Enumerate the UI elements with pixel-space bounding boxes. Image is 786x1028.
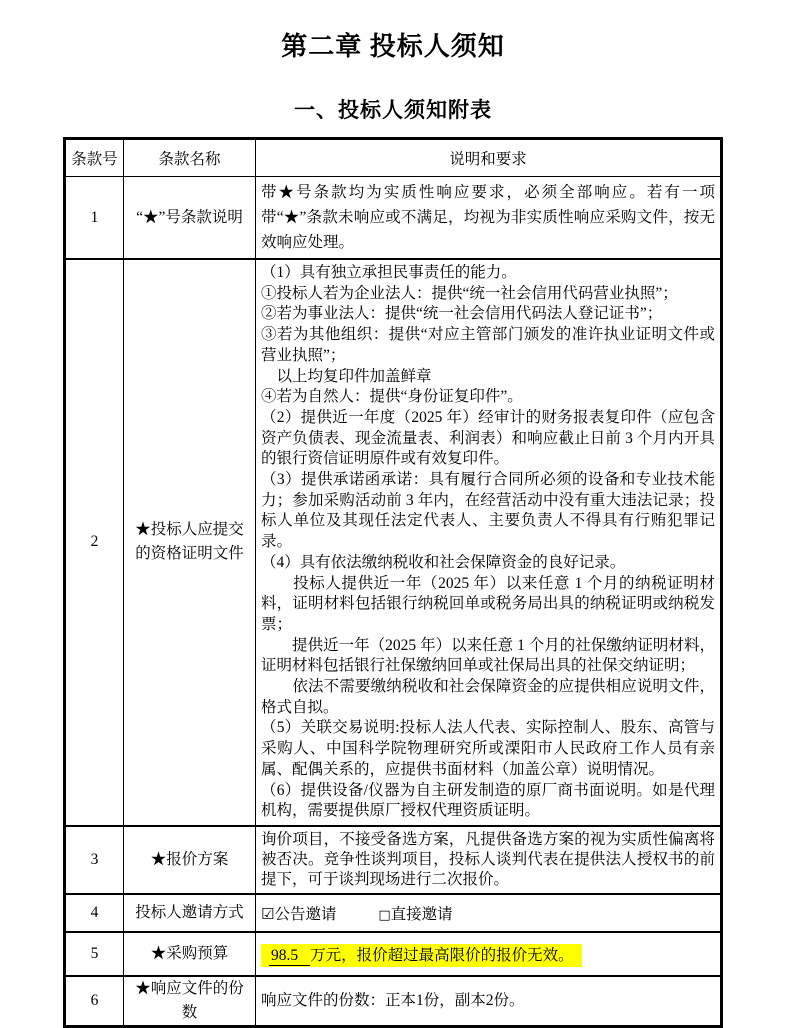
table-row-star-clause <box>65 177 722 260</box>
clause-no: 4 <box>65 894 124 932</box>
header-clause-name: 条款名称 <box>124 139 256 177</box>
qualification-item: （5）关联交易说明:投标人法人代表、实际控制人、股东、高管与采购人、中国科学院物理研究所或溧阳市人民政府工作人员有亲属、配偶关系的，应提供书面材料（加盖公章）说明情况。 <box>261 719 715 778</box>
qualification-item: （4）具有依法缴纳税收和社会保障资金的良好记录。 <box>261 553 626 571</box>
qualification-item: （3）提供承诺函承诺：具有履行合同所必须的设备和专业技术能力；参加采购活动前 3 年内，在经营活动中没有重大违法记录；投标人单位及其现任法定代表人、主要负责人不得具有行贿犯罪记录。 <box>261 471 715 551</box>
qualification-item: 投标人提供近一年（2025 年）以来任意 1 个月的纳税证明材料，证明材料包括银行纳税回单或税务局出具的纳税证明或纳税发票； <box>261 574 715 633</box>
section-title: 一、投标人须知附表 <box>294 98 492 122</box>
header-clause-no: 条款号 <box>65 139 124 177</box>
clause-no: 1 <box>65 177 124 260</box>
qualification-item: ①投标人若为企业法人：提供“统一社会信用代码营业执照”； <box>261 284 678 302</box>
table-row-quote-plan <box>65 826 722 894</box>
clause-name: 投标人邀请方式 <box>124 894 256 932</box>
clause-name: ★采购预算 <box>124 932 256 976</box>
table-row-budget <box>65 932 722 976</box>
clause-no: 3 <box>65 826 124 894</box>
clause-description: 带★号条款均为实质性响应要求，必须全部响应。若有一项带“★”条款未响应或不满足，均视为非实质性响应采购文件，按无效响应处理。 <box>261 184 715 251</box>
qualification-item: 提供近一年（2025 年）以来任意 1 个月的社保缴纳证明材料，证明材料包括银行社保缴纳回单或社保局出具的社保交纳证明； <box>261 636 715 675</box>
budget-highlight <box>261 944 582 967</box>
header-description: 说明和要求 <box>256 139 722 177</box>
clause-no: 6 <box>65 976 124 1027</box>
qualification-item: ③若为其他组织：提供“对应主管部门颁发的准许执业证明文件或营业执照”； <box>261 326 715 364</box>
clause-description: 响应文件的份数：正本1份，副本2份。 <box>261 991 525 1009</box>
clause-description: 询价项目，不接受备选方案，凡提供备选方案的视为实质性偏离将被否决。竞争性谈判项目，投标人谈判代表在提供法人授权书的前提下，可于谈判现场进行二次报价。 <box>261 830 715 888</box>
option-direct-invitation <box>378 906 452 923</box>
qualification-item: （6）提供设备/仪器为自主研发制造的原厂商书面说明。如是代理机构，需要提供原厂授权代理资质证明。 <box>261 781 715 820</box>
option-label: 公告邀请 <box>274 905 337 923</box>
chapter-title: 第二章 投标人须知 <box>281 32 505 61</box>
option-public-invitation <box>261 906 336 923</box>
qualification-item: ④若为自然人：提供“身份证复印件”。 <box>261 388 523 406</box>
qualification-item: 依法不需要缴纳税收和社会保障资金的应提供相应说明文件，格式自拟。 <box>261 678 715 716</box>
table-row-response-copies <box>65 976 722 1027</box>
budget-text: 万元，报价超过最高限价的报价无效。 <box>310 946 574 964</box>
qualification-item: 以上均复印件加盖鲜章 <box>261 367 432 385</box>
table-row-qualification-documents <box>65 259 722 826</box>
clause-name: ★投标人应提交的资格证明文件 <box>124 259 256 826</box>
checkbox-unchecked-icon: □ <box>378 907 391 923</box>
clause-name: ★报价方案 <box>124 826 256 894</box>
bidder-notice-table <box>63 137 723 1028</box>
qualification-item: ②若为事业法人：提供“统一社会信用代码法人登记证书”； <box>261 305 663 323</box>
clause-no: 2 <box>65 259 124 826</box>
clause-no: 5 <box>65 932 124 976</box>
qualification-item: （1）具有独立承担民事责任的能力。 <box>261 264 517 281</box>
checkbox-checked-icon: ☑ <box>261 904 275 923</box>
option-label: 直接邀请 <box>390 905 453 923</box>
budget-value: 98.5 <box>269 947 310 966</box>
clause-name: ★响应文件的份数 <box>124 976 256 1027</box>
table-header-row <box>65 139 722 177</box>
qualification-item: （2）提供近一年度（2025 年）经审计的财务报表复印件（应包含资产负债表、现金流量表、利润表）和响应截止日前 3 个月内开具的银行资信证明原件或有效复印件。 <box>261 408 715 468</box>
clause-name: “★”号条款说明 <box>124 177 256 260</box>
table-row-invitation-method <box>65 894 722 932</box>
